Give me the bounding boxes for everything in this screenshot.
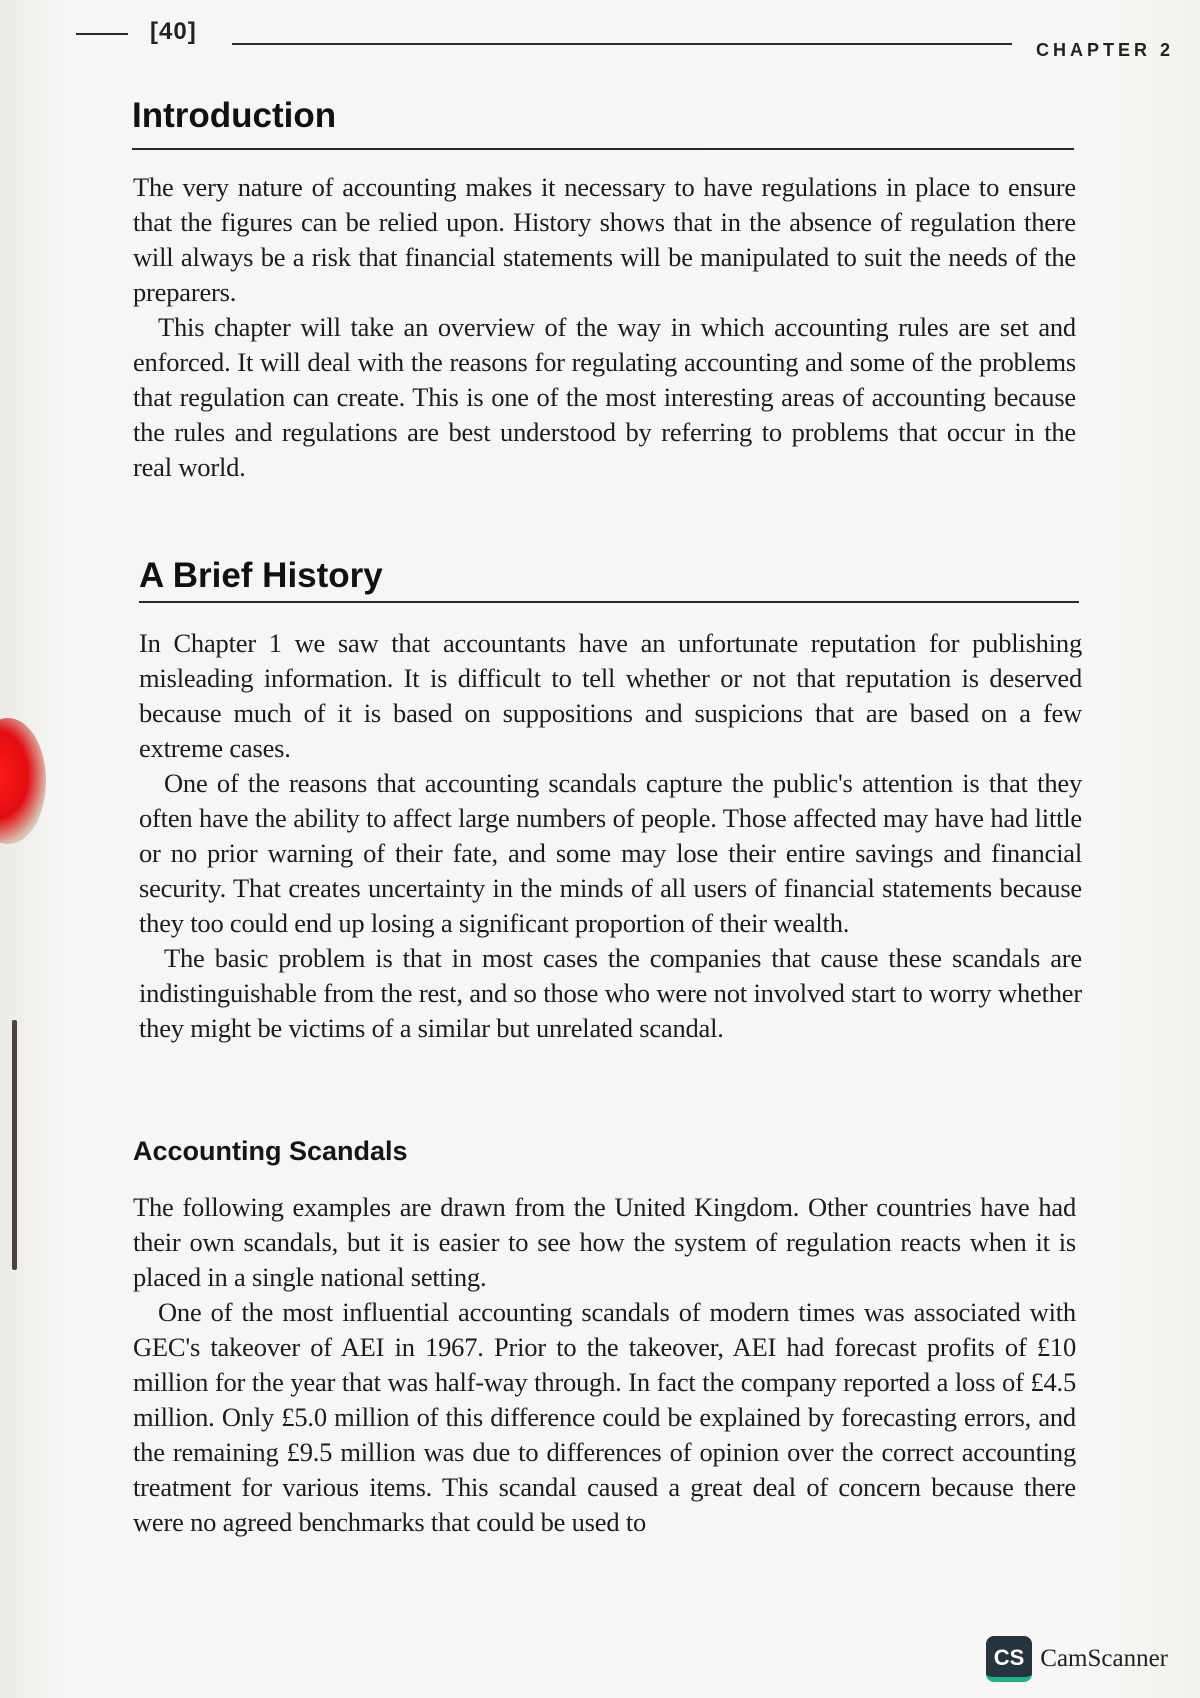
paragraph: The very nature of accounting makes it necessary to have regulations in place to ensure that the figures can be relied upon. History shows that in the absence of regulation there will always be a risk that financial statements will be manipulated to suit the needs of the preparers.: [133, 172, 1076, 307]
paragraph: This chapter will take an overview of the way in which accounting rules are set and enforced. It will deal with the reasons for regulating accounting and some of the problems that regulation can create. This is one of the most interesting areas of accounting because the rules and regulations are best understood by referring to problems that occur in the real world.: [133, 312, 1076, 482]
camscanner-watermark: [986, 1636, 1168, 1682]
red-binder-clip: [0, 718, 46, 844]
paragraph: In Chapter 1 we saw that accountants have an unfortunate reputation for publishing misleading information. It is difficult to tell whether or not that reputation is deserved because much of it is based on suppositions and suspicions that are based on a few extreme cases.: [139, 628, 1082, 763]
chapter-label: CHAPTER 2: [1035, 40, 1174, 60]
introduction-body: [133, 170, 1076, 485]
paragraph: The basic problem is that in most cases the companies that cause these scandals are indistinguishable from the rest, and so those who were not involved start to worry whether they might be victims of a similar but unrelated scandal.: [139, 943, 1082, 1043]
svg-text:CS: CS: [993, 1644, 1025, 1670]
camscanner-label: CamScanner: [1040, 1645, 1168, 1672]
brief-history-heading: A Brief History: [139, 556, 383, 595]
brief-history-rule: [139, 601, 1079, 603]
header-rule: [232, 43, 1012, 45]
header-dash: [76, 33, 128, 35]
introduction-heading: Introduction: [132, 96, 337, 135]
paragraph: One of the most influential accounting scandals of modern times was associated with GEC's takeover of AEI in 1967. Prior to the takeover, AEI had forecast profits of £10 million for the year that was half-way through. In fact the company reported a loss of £4.5 million. Only £5.0 million of this difference could be explained by forecasting errors, and the remaining £9.5 million was due to differences of opinion over the correct accounting treatment for various items. This scandal caused a great deal of concern because there were no agreed benchmarks that could be used to: [133, 1297, 1076, 1537]
accounting-scandals-heading: Accounting Scandals: [133, 1136, 408, 1166]
paragraph: One of the reasons that accounting scandals capture the public's attention is that they often have the ability to affect large numbers of people. Those affected may have had little or no prior warning of their fate, and some may lose their entire savings and financial security. That creates uncertainty in the minds of all users of financial statements because they too could end up losing a significant proportion of their wealth.: [139, 768, 1082, 938]
page-number: [40]: [150, 18, 197, 45]
camscanner-logo-icon: [986, 1636, 1032, 1682]
binder-edge: [12, 1020, 17, 1270]
paragraph: The following examples are drawn from the United Kingdom. Other countries have had their own scandals, but it is easier to see how the system of regulation reacts when it is placed in a single national setting.: [133, 1192, 1076, 1292]
brief-history-body: [139, 626, 1082, 1046]
accounting-scandals-body: [133, 1190, 1076, 1540]
introduction-rule: [132, 148, 1074, 150]
